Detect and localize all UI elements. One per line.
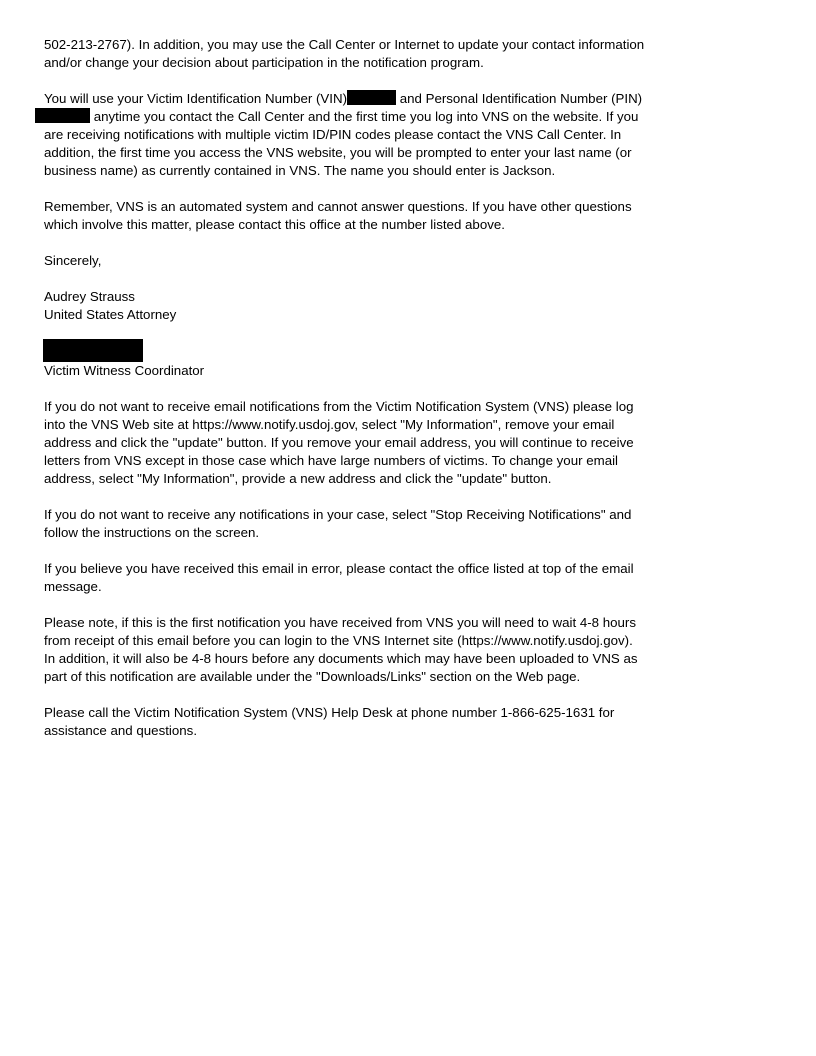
- text-run: Victim Witness Coordinator: [44, 363, 205, 378]
- text-line: [44, 398, 772, 416]
- paragraph-automated-system: [44, 198, 772, 234]
- text-run: United States Attorney: [44, 307, 177, 322]
- text-run: Sincerely,: [44, 253, 102, 268]
- text-line: [44, 560, 772, 578]
- text-run: Remember, VNS is an automated system and cannot answer questions. If you have other questions: [44, 199, 632, 214]
- text-line: [44, 668, 772, 686]
- text-run: Please call the Victim Notification System (VNS) Help Desk at phone number 1-866-625-1631 for: [44, 705, 615, 720]
- text-run: In addition, it will also be 4-8 hours before any documents which may have been uploaded to VNS as: [44, 651, 638, 666]
- text-line: [44, 362, 772, 380]
- text-line: [44, 452, 772, 470]
- text-line: [44, 288, 772, 306]
- text-line: [44, 722, 772, 740]
- paragraph-signatory: [44, 288, 772, 324]
- text-run: address and click the "update" button. If you remove your email address, you will continue to receive: [44, 435, 634, 450]
- text-line: [44, 434, 772, 452]
- text-line: [44, 704, 772, 722]
- signature-redaction-bar: [43, 339, 143, 362]
- text-run: and/or change your decision about participation in the notification program.: [44, 55, 484, 70]
- text-run: from receipt of this email before you can login to the VNS Internet site (https://www.notify.usdoj.gov).: [44, 633, 633, 648]
- text-line: [44, 614, 772, 632]
- paragraph-email-optout: [44, 398, 772, 488]
- text-run: are receiving notifications with multiple victim ID/PIN codes please contact the VNS Call Center. In: [44, 127, 622, 142]
- text-line: [44, 36, 772, 54]
- text-line: [44, 198, 772, 216]
- paragraph-error-contact: [44, 560, 772, 596]
- text-run: If you do not want to receive any notifications in your case, select "Stop Receiving Notifications" and: [44, 507, 632, 522]
- text-line: [44, 339, 772, 362]
- text-line: [44, 54, 772, 72]
- text-line: [44, 162, 772, 180]
- text-line: [44, 108, 772, 126]
- paragraph-vin-pin: [44, 90, 772, 180]
- text-line: [44, 650, 772, 668]
- text-run: 502-213-2767). In addition, you may use the Call Center or Internet to update your contact information: [44, 37, 645, 52]
- text-line: [44, 578, 772, 596]
- text-run: and Personal Identification Number (PIN): [396, 91, 643, 106]
- text-line: [44, 416, 772, 434]
- text-run: If you do not want to receive email notifications from the Victim Notification System (VNS) please log: [44, 399, 634, 414]
- paragraph-coordinator: [44, 339, 772, 380]
- text-line: [44, 144, 772, 162]
- text-run: which involve this matter, please contact this office at the number listed above.: [44, 217, 505, 232]
- text-run: letters from VNS except in those case which have large numbers of victims. To change your email: [44, 453, 618, 468]
- text-line: [44, 90, 772, 108]
- text-run: You will use your Victim Identification Number (VIN): [44, 91, 347, 106]
- text-line: [44, 126, 772, 144]
- text-run: message.: [44, 579, 102, 594]
- text-run: Please note, if this is the first notification you have received from VNS you will need to wait 4-8 hours: [44, 615, 637, 630]
- text-line: [44, 632, 772, 650]
- text-run: addition, the first time you access the VNS website, you will be prompted to enter your last name (or: [44, 145, 632, 160]
- text-run: address, select "My Information", provide a new address and click the "update" button.: [44, 471, 552, 486]
- paragraph-closing: [44, 252, 772, 270]
- text-line: [44, 506, 772, 524]
- paragraph-contact-update: [44, 36, 772, 72]
- text-line: [44, 524, 772, 542]
- text-run: part of this notification are available under the "Downloads/Links" section on the Web page.: [44, 669, 581, 684]
- paragraph-help-desk: [44, 704, 772, 740]
- text-line: [44, 470, 772, 488]
- text-run: If you believe you have received this email in error, please contact the office listed at top of the email: [44, 561, 634, 576]
- text-run: assistance and questions.: [44, 723, 198, 738]
- vin-redaction-bar: [347, 90, 396, 105]
- paragraph-stop-notifications: [44, 506, 772, 542]
- text-line: [44, 216, 772, 234]
- text-line: [44, 306, 772, 324]
- text-run: follow the instructions on the screen.: [44, 525, 260, 540]
- paragraph-first-notification-wait: [44, 614, 772, 686]
- text-run: anytime you contact the Call Center and the first time you log into VNS on the website. If you: [90, 109, 639, 124]
- pin-redaction-bar: [35, 108, 90, 123]
- text-run: into the VNS Web site at https://www.notify.usdoj.gov, select "My Information", remove your email: [44, 417, 615, 432]
- text-run: Audrey Strauss: [44, 289, 135, 304]
- text-line: [44, 252, 772, 270]
- text-run: business name) as currently contained in VNS. The name you should enter is Jackson.: [44, 163, 556, 178]
